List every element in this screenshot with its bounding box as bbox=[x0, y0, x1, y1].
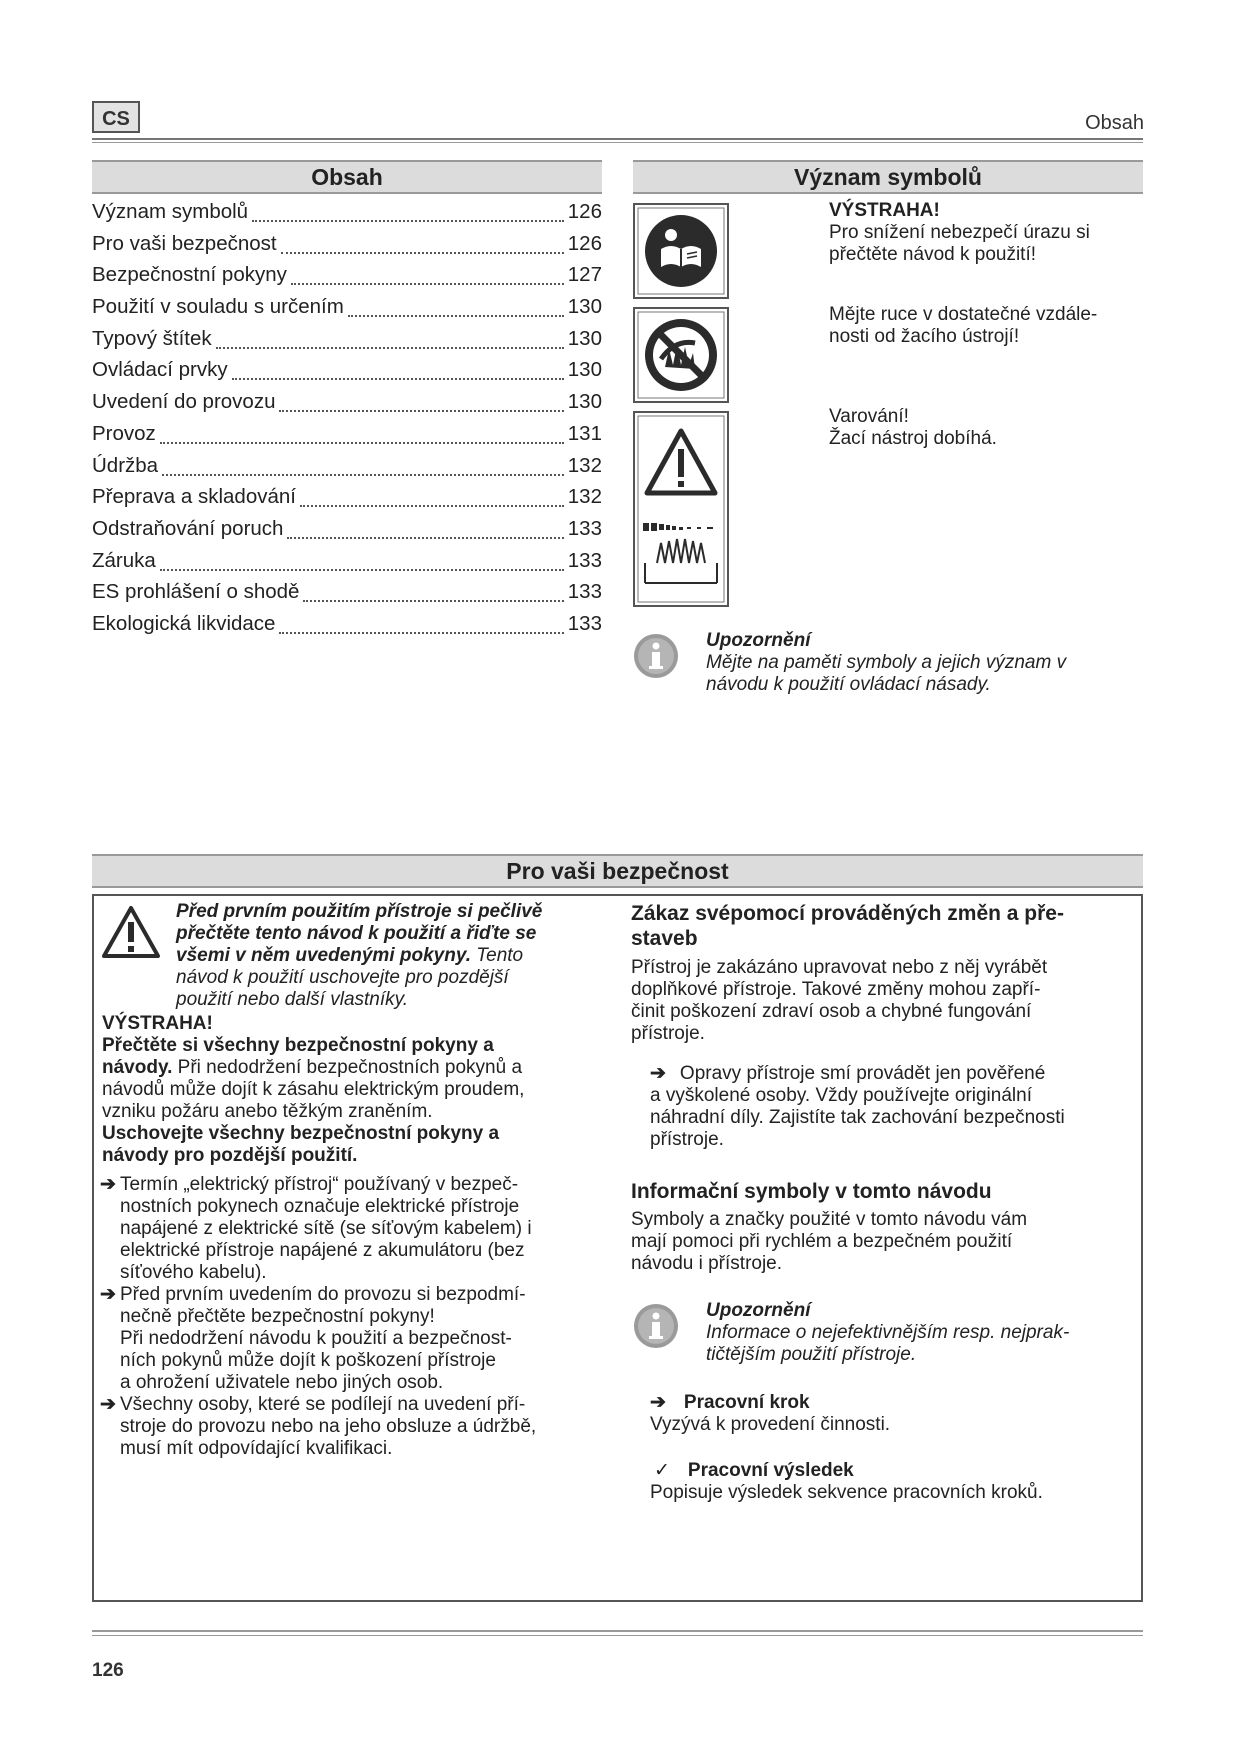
info-note: Upozornění Informace o nejefektivnějším resp. nejprak- tičtějším použití přístroje. bbox=[706, 1300, 1070, 1365]
toc-entry[interactable]: Ekologická likvidace 133 bbox=[92, 611, 602, 635]
modification-heading: Zákaz svépomocí prováděných změn a pře- staveb bbox=[631, 902, 1064, 950]
list-item: ➔ Termín „elektrický přístroj“ používaný v bezpeč- nostních pokynech označuje elektrické přístroje napájené z elektrické sítě (se síťovým kabelem) i elektrické přístroje napájené z akumulátoru (bez síťového kabelu). bbox=[100, 1174, 532, 1283]
list-item: ➔ Všechny osoby, které se podílejí na uvedení pří- stroje do provozu nebo na jeho obsluze a údržbě, musí mít odpovídající kvalifikaci. bbox=[100, 1394, 537, 1459]
hand-away-from-blade-icon bbox=[635, 309, 727, 401]
arrow-icon: ➔ bbox=[100, 1394, 116, 1415]
arrow-icon: ➔ bbox=[650, 1392, 666, 1413]
toc-entry[interactable]: ES prohlášení o shodě 133 bbox=[92, 580, 602, 604]
header-title: Obsah bbox=[1085, 112, 1144, 134]
footer-rule-thin bbox=[92, 1635, 1143, 1636]
hands-away-symbol bbox=[633, 307, 729, 403]
toc-heading: Obsah bbox=[92, 160, 602, 194]
read-manual-icon bbox=[635, 205, 727, 297]
toc-entry[interactable]: Provoz 131 bbox=[92, 421, 602, 445]
toc-entry[interactable]: Bezpečnostní pokyny 127 bbox=[92, 263, 602, 287]
warning-triangle-icon bbox=[635, 413, 727, 605]
warning-triangle-icon bbox=[100, 904, 162, 960]
arrow-icon: ➔ bbox=[650, 1063, 666, 1084]
work-result-legend: ✓ Pracovní výsledek Popisuje výsledek sekvence pracovních kroků. bbox=[650, 1460, 1043, 1503]
symbols-note: Upozornění Mějte na paměti symboly a jejich význam v návodu k použití ovládací násady. bbox=[706, 630, 1067, 695]
toc-entry[interactable]: Pro vaši bezpečnost 126 bbox=[92, 231, 602, 255]
arrow-icon: ➔ bbox=[100, 1174, 116, 1195]
toc-entry[interactable]: Uvedení do provozu 130 bbox=[92, 390, 602, 414]
language-badge: CS bbox=[92, 101, 140, 133]
toc-entry[interactable]: Údržba 132 bbox=[92, 453, 602, 477]
toc-entry[interactable]: Přeprava a skladování 132 bbox=[92, 485, 602, 509]
symbol-1-text: VÝSTRAHA! Pro snížení nebezpečí úrazu si přečtěte návod k použití! bbox=[829, 200, 1090, 265]
list-item: ➔ Před prvním uvedením do provozu si bezpodmí- nečně přečtěte bezpečnostní pokyny! Při nedodržení návodu k použití a bezpečnost- ních pokynů může dojít k poškození přístroje a ohrožení uživatele nebo jiných osob. bbox=[100, 1284, 526, 1393]
arrow-icon: ➔ bbox=[100, 1284, 116, 1305]
checkmark-icon: ✓ bbox=[654, 1460, 670, 1481]
table-of-contents bbox=[92, 200, 602, 644]
symbols-heading: Význam symbolů bbox=[633, 160, 1143, 194]
toc-entry[interactable]: Typový štítek 130 bbox=[92, 326, 602, 350]
toc-entry[interactable]: Záruka 133 bbox=[92, 548, 602, 572]
toc-entry[interactable]: Význam symbolů 126 bbox=[92, 200, 602, 223]
info-symbols-text: Symboly a značky použité v tomto návodu vám mají pomoci při rychlém a bezpečném použití návodu i přístroje. bbox=[631, 1209, 1028, 1274]
read-manual-symbol bbox=[633, 203, 729, 299]
footer-rule bbox=[92, 1630, 1143, 1632]
info-symbols-heading: Informační symboly v tomto návodu bbox=[631, 1180, 992, 1203]
page-number: 126 bbox=[92, 1660, 124, 1681]
toc-entry[interactable]: Ovládací prvky 130 bbox=[92, 358, 602, 382]
header-rule-thin bbox=[92, 142, 1143, 143]
toc-entry[interactable]: Odstraňování poruch 133 bbox=[92, 516, 602, 540]
safety-intro: Před prvním použitím přístroje si pečlivě přečtěte tento návod k použití a řiďte se všemi v něm uvedenými pokyny. Tento návod k použití uschovejte pro pozdější použití nebo další vlastníky. bbox=[176, 901, 543, 1010]
modification-bullet: ➔ Opravy přístroje smí provádět jen pověřené a vyškolené osoby. Vždy používejte originální náhradní díly. Zajistíte tak zachování bezpečnosti přístroje. bbox=[650, 1063, 1065, 1150]
info-icon bbox=[632, 632, 680, 680]
safety-bullets bbox=[100, 1174, 610, 1460]
info-icon bbox=[632, 1302, 680, 1350]
safety-warning: VÝSTRAHA! Přečtěte si všechny bezpečnostní pokyny a návody. Při nedodržení bezpečnostních pokynů a návodů může dojít k zásahu elektrickým proudem, vzniku požáru anebo těžkým zraněním. Uschovejte všechny bezpečnostní pokyny a návody pro pozdější použití. bbox=[102, 1013, 525, 1166]
toc-entry[interactable]: Použití v souladu s určením 130 bbox=[92, 295, 602, 319]
symbol-2-text: Mějte ruce v dostatečné vzdále- nosti od žacího ústrojí! bbox=[829, 304, 1098, 347]
modification-text: Přístroj je zakázáno upravovat nebo z něj vyrábět doplňkové přístroje. Takové změny mohou zapří- činit poškození zdraví osob a chybné fungování přístroje. bbox=[631, 957, 1048, 1044]
safety-heading: Pro vaši bezpečnost bbox=[92, 854, 1143, 888]
symbol-3-text: Varování! Žací nástroj dobíhá. bbox=[829, 406, 997, 449]
blade-coasting-symbol bbox=[633, 411, 729, 607]
header-rule bbox=[92, 138, 1143, 140]
work-step-legend: ➔ Pracovní krok Vyzývá k provedení činnosti. bbox=[650, 1392, 891, 1435]
